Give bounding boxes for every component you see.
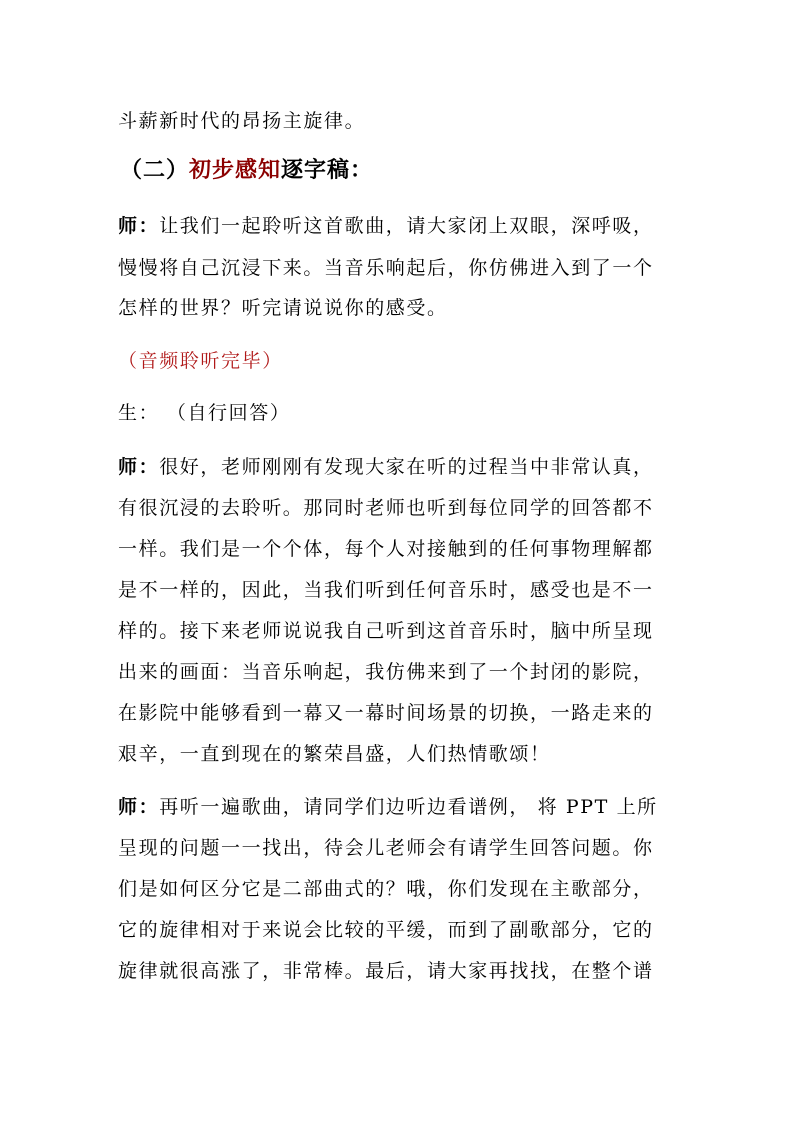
text-line bbox=[118, 795, 658, 819]
student-line: 生： （自行回答） bbox=[118, 402, 291, 424]
speaker-label: 师： bbox=[118, 215, 160, 237]
heading-number: （二） bbox=[120, 157, 190, 183]
text-line: 样的。接下来老师说说我自己听到这首音乐时，脑中所呈现 bbox=[118, 620, 654, 642]
text-line: 一样。我们是一个个体，每个人对接触到的任何事物理解都 bbox=[118, 538, 654, 560]
section-heading bbox=[120, 158, 373, 182]
text-line: 在影院中能够看到一幕又一幕时间场景的切换，一路走来的 bbox=[118, 702, 654, 724]
line-text: 让我们一起聆听这首歌曲，请大家闭上双眼，深呼吸， bbox=[159, 215, 654, 237]
text-line: 慢慢将自己沉浸下来。当音乐响起后，你仿佛进入到了一个 bbox=[118, 257, 654, 279]
text-line bbox=[118, 214, 654, 238]
heading-highlight: 初步感知 bbox=[189, 157, 282, 183]
text-line: 是不一样的，因此，当我们听到任何音乐时，感受也是不一 bbox=[118, 579, 654, 601]
heading-rest: 逐字稿： bbox=[281, 157, 374, 183]
text-line: 旋律就很高涨了，非常棒。最后，请大家再找找，在整个谱 bbox=[118, 960, 654, 982]
stage-note: （音频聆听完毕） bbox=[118, 350, 283, 372]
text-line: 出来的画面：当音乐响起，我仿佛来到了一个封闭的影院， bbox=[118, 661, 654, 683]
text-line: 们是如何区分它是二部曲式的？哦，你们发现在主歌部分， bbox=[118, 878, 654, 900]
text-line: 怎样的世界？听完请说说你的感受。 bbox=[118, 297, 448, 319]
speaker-label: 师： bbox=[118, 456, 160, 478]
text-line: 艰辛，一直到现在的繁荣昌盛，人们热情歌颂！ bbox=[118, 743, 551, 765]
text-line: 斗薪新时代的昂扬主旋律。 bbox=[118, 110, 366, 132]
text-line bbox=[118, 455, 654, 479]
text-line: 它的旋律相对于来说会比较的平缓，而到了副歌部分，它的 bbox=[118, 919, 654, 941]
line-text: 再听一遍歌曲，请同学们边听边看谱例， 将 PPT 上所 bbox=[159, 796, 658, 818]
text-line: 有很沉浸的去聆听。那同时老师也听到每位同学的回答都不 bbox=[118, 497, 654, 519]
line-text: 很好，老师刚刚有发现大家在听的过程当中非常认真， bbox=[159, 456, 654, 478]
speaker-label: 师： bbox=[118, 796, 160, 818]
text-line: 呈现的问题一一找出，待会儿老师会有请学生回答问题。你 bbox=[118, 837, 654, 859]
